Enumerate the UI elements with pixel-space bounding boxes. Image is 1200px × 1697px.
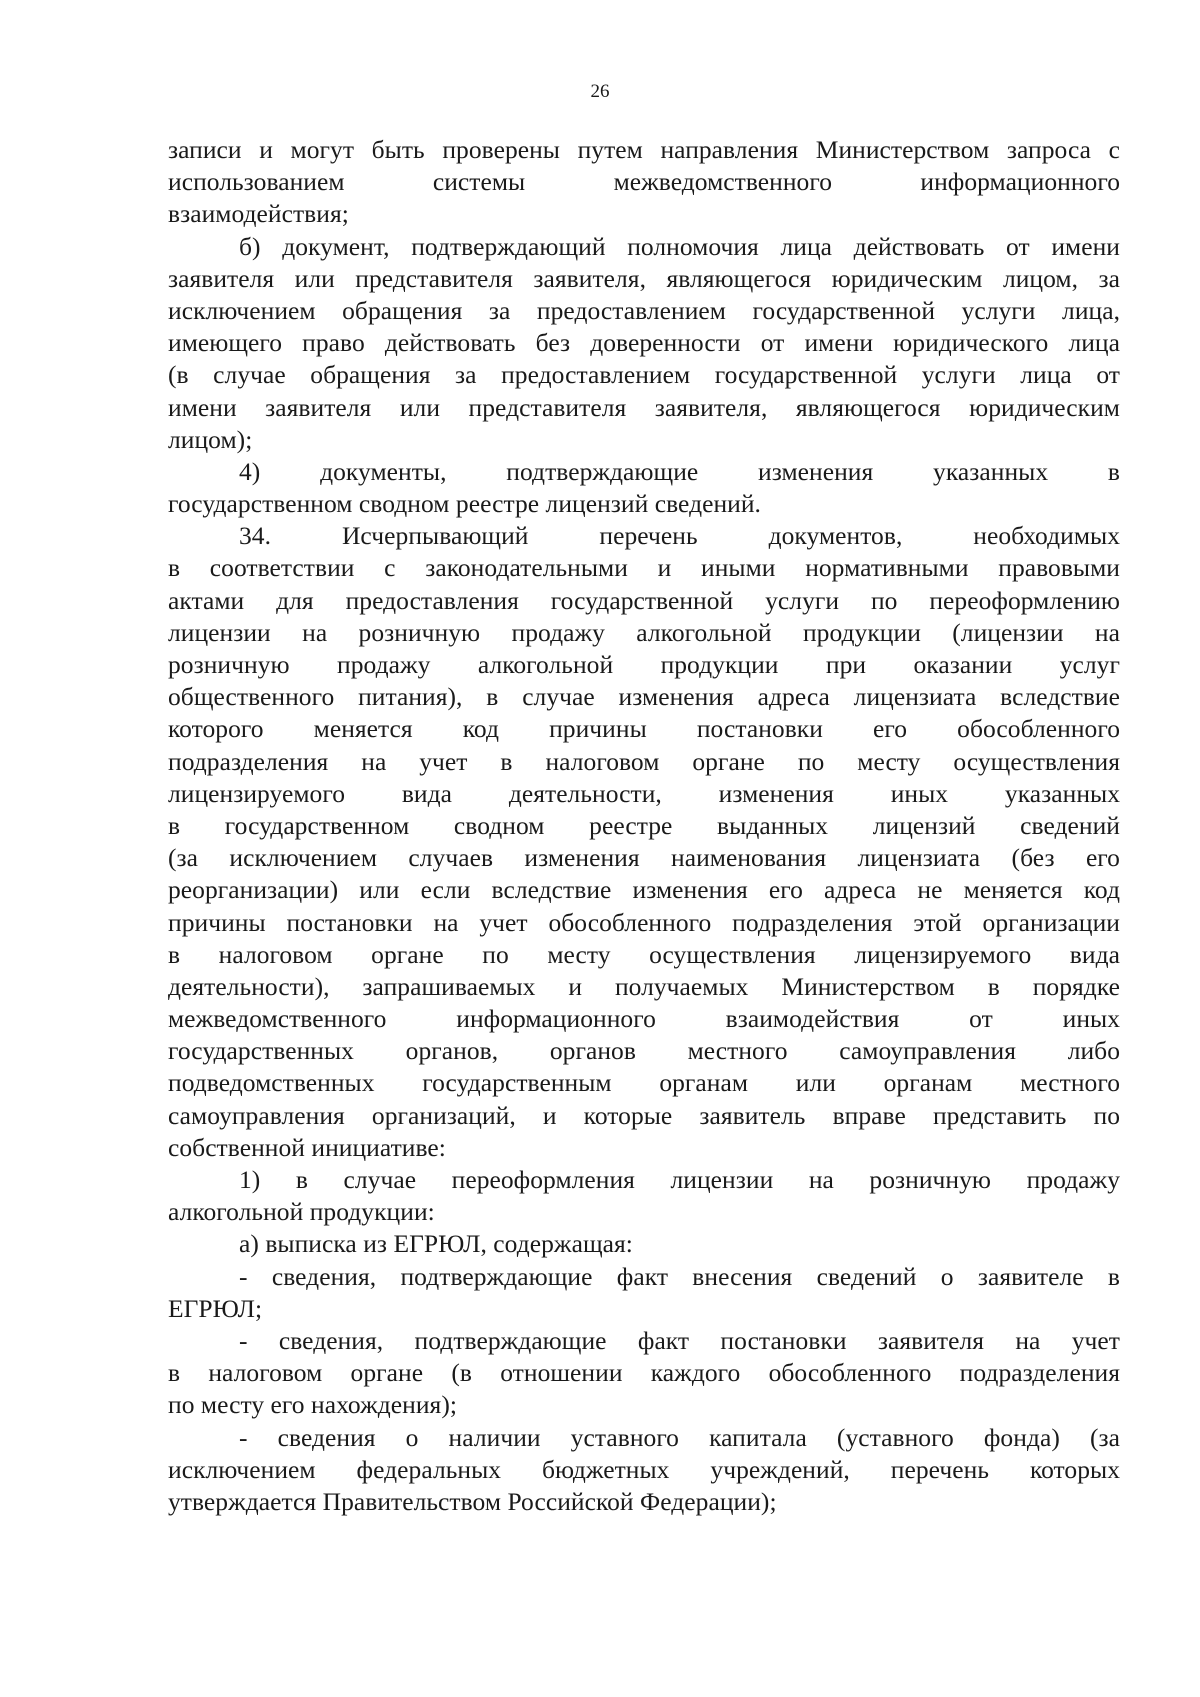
document-body bbox=[168, 134, 1120, 1518]
text-line: 1) в случае переоформления лицензии на розничную продажу bbox=[239, 1165, 1120, 1194]
text-line: взаимодействия; bbox=[168, 199, 349, 229]
text-line: в соответствии с законодательными и иными нормативными правовыми bbox=[168, 553, 1120, 583]
text-line: утверждается Правительством Российской Федерации); bbox=[168, 1486, 777, 1516]
text-line: собственной инициативе: bbox=[168, 1132, 446, 1162]
text-line: использованием системы межведомственного информационного bbox=[168, 167, 1120, 197]
text-line: государственном сводном реестре лицензий сведений. bbox=[168, 489, 761, 519]
text-line: которого меняется код причины постановки его обособленного bbox=[168, 714, 1120, 744]
text-line: подведомственных государственным органам или органам местного bbox=[168, 1068, 1120, 1098]
text-line: розничную продажу алкогольной продукции при оказании услуг bbox=[168, 650, 1120, 679]
text-line: причины постановки на учет обособленного подразделения этой организации bbox=[168, 907, 1120, 937]
text-line: в налоговом органе (в отношении каждого обособленного подразделения bbox=[168, 1358, 1120, 1388]
text-line: реорганизации) или если вследствие изменения его адреса не меняется код bbox=[168, 875, 1120, 905]
text-line: - сведения, подтверждающие факт постановки заявителя на учет bbox=[239, 1325, 1120, 1355]
text-line: 4) документы, подтверждающие изменения указанных в bbox=[239, 456, 1120, 486]
text-line: исключением федеральных бюджетных учреждений, перечень которых bbox=[168, 1454, 1120, 1484]
text-line: актами для предоставления государственной услуги по переоформлению bbox=[168, 585, 1120, 615]
text-line: лицензируемого вида деятельности, изменения иных указанных bbox=[168, 778, 1120, 808]
text-line: 34. Исчерпывающий перечень документов, необходимых bbox=[239, 521, 1120, 551]
text-line: самоуправления организаций, и которые заявитель вправе представить по bbox=[168, 1100, 1120, 1130]
text-line: а) выписка из ЕГРЮЛ, содержащая: bbox=[239, 1229, 633, 1259]
text-line: лицом); bbox=[168, 424, 253, 454]
text-line: записи и могут быть проверены путем направления Министерством запроса с bbox=[168, 135, 1120, 164]
text-line: имени заявителя или представителя заявителя, являющегося юридическим bbox=[168, 392, 1120, 422]
text-line: деятельности), запрашиваемых и получаемых Министерством в порядке bbox=[168, 971, 1120, 1001]
text-line: заявителя или представителя заявителя, являющегося юридическим лицом, за bbox=[168, 263, 1120, 293]
page-number: 26 bbox=[590, 81, 610, 102]
text-line: подразделения на учет в налоговом органе по месту осуществления bbox=[168, 746, 1120, 776]
text-line: (за исключением случаев изменения наименования лицензиата (без его bbox=[168, 843, 1120, 873]
text-line: в государственном сводном реестре выданных лицензий сведений bbox=[168, 810, 1120, 840]
text-line: ЕГРЮЛ; bbox=[168, 1293, 263, 1323]
text-line: межведомственного информационного взаимодействия от иных bbox=[168, 1004, 1120, 1034]
text-line: имеющего право действовать без доверенности от имени юридического лица bbox=[168, 328, 1120, 358]
text-line: алкогольной продукции: bbox=[168, 1197, 435, 1227]
text-line: - сведения о наличии уставного капитала (уставного фонда) (за bbox=[239, 1422, 1120, 1452]
text-line: лицензии на розничную продажу алкогольной продукции (лицензии на bbox=[168, 617, 1120, 647]
text-line: - сведения, подтверждающие факт внесения сведений о заявителе в bbox=[239, 1261, 1120, 1291]
text-line: государственных органов, органов местного самоуправления либо bbox=[168, 1036, 1120, 1066]
text-line: в налоговом органе по месту осуществления лицензируемого вида bbox=[168, 939, 1120, 969]
text-line: общественного питания), в случае изменения адреса лицензиата вследствие bbox=[168, 682, 1120, 712]
text-line: по месту его нахождения); bbox=[168, 1390, 457, 1420]
text-line: исключением обращения за предоставлением государственной услуги лица, bbox=[168, 295, 1120, 325]
text-line: б) документ, подтверждающий полномочия лица действовать от имени bbox=[239, 231, 1120, 261]
text-line: (в случае обращения за предоставлением государственной услуги лица от bbox=[168, 360, 1120, 390]
